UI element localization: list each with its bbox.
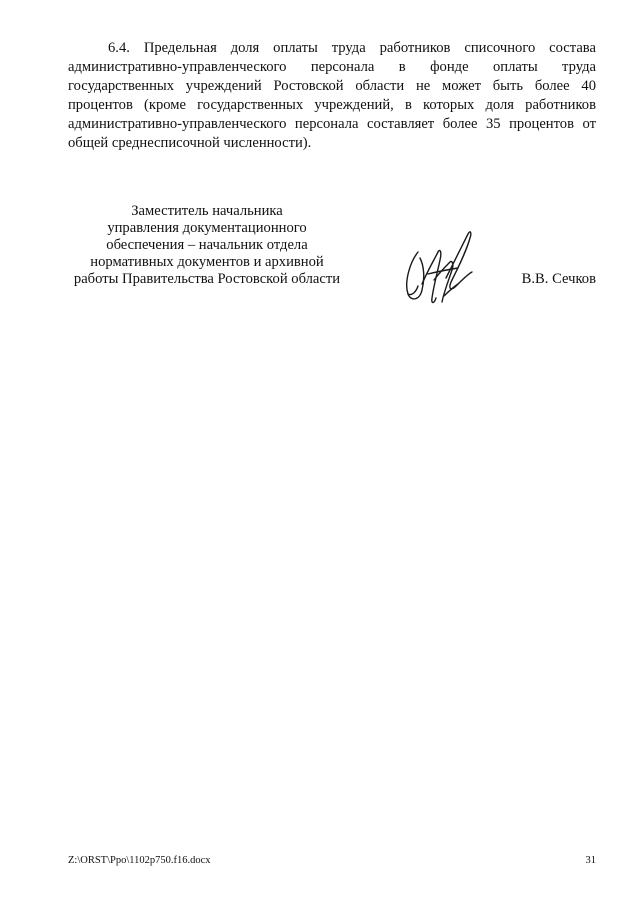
page-number: 31 xyxy=(585,855,596,866)
signer-title-line: обеспечения – начальник отдела xyxy=(106,237,308,253)
signer-position-title xyxy=(68,203,346,288)
clause-6-4: 6.4. Предельная доля оплаты труда работников списочного состава административно-управленческого персонала в фонде оплаты труда государственных учреждений Ростовской области не может быть более 40 процентов (кроме государственных учреждений, в которых доля работников административно-управленческого персонала составляет более 35 процентов от общей среднесписочной численности). xyxy=(68,40,596,151)
signer-name: В.В. Сечков xyxy=(521,271,596,287)
signer-title-line: управления документационного xyxy=(107,220,307,236)
signer-title-line: Заместитель начальника xyxy=(131,203,283,219)
signer-title-line: нормативных документов и архивной xyxy=(90,254,324,270)
handwritten-signature-icon xyxy=(398,222,488,312)
signer-title-line: работы Правительства Ростовской области xyxy=(73,271,341,287)
footer-file-path: Z:\ORST\Ppo\1102p750.f16.docx xyxy=(68,855,211,866)
